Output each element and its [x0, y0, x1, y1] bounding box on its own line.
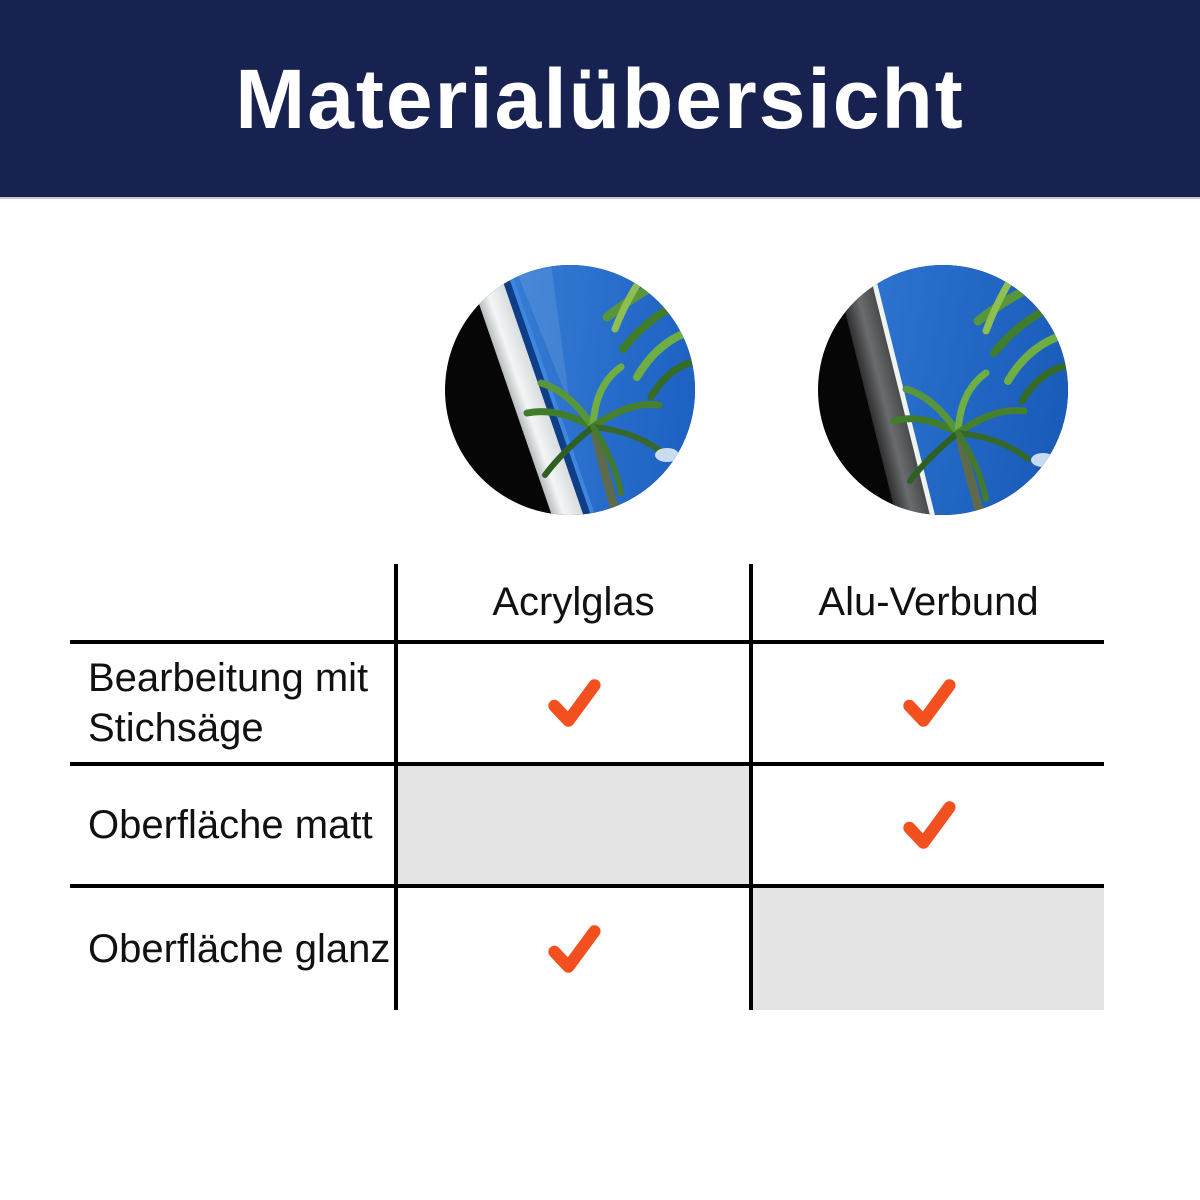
feature-cell-acrylglas	[394, 640, 749, 762]
column-header-alu-verbund: Alu-Verbund	[749, 564, 1104, 640]
acrylglas-sample	[445, 265, 695, 515]
check-icon	[901, 675, 957, 731]
feature-label: Oberfläche matt	[70, 762, 394, 884]
feature-cell-alu-verbund	[749, 762, 1104, 884]
header-banner	[0, 0, 1200, 199]
cloud	[655, 448, 679, 462]
check-icon	[546, 675, 602, 731]
alu-verbund-edge-photo-icon	[818, 265, 1068, 515]
cloud	[1031, 453, 1055, 467]
feature-label: Bearbeitung mit Stichsäge	[70, 640, 394, 762]
feature-cell-acrylglas	[394, 762, 749, 884]
feature-cell-alu-verbund	[749, 884, 1104, 1010]
feature-cell-alu-verbund	[749, 640, 1104, 762]
page-title: Materialübersicht	[235, 51, 965, 146]
comparison-table	[70, 564, 1104, 1010]
feature-cell-acrylglas	[394, 884, 749, 1010]
check-icon	[901, 797, 957, 853]
feature-label: Oberfläche glanz	[70, 884, 394, 1010]
acrylglas-edge-photo-icon	[445, 265, 695, 515]
alu-verbund-sample	[818, 265, 1068, 515]
table-corner-cell	[70, 564, 394, 640]
check-icon	[546, 921, 602, 977]
column-header-acrylglas: Acrylglas	[394, 564, 749, 640]
